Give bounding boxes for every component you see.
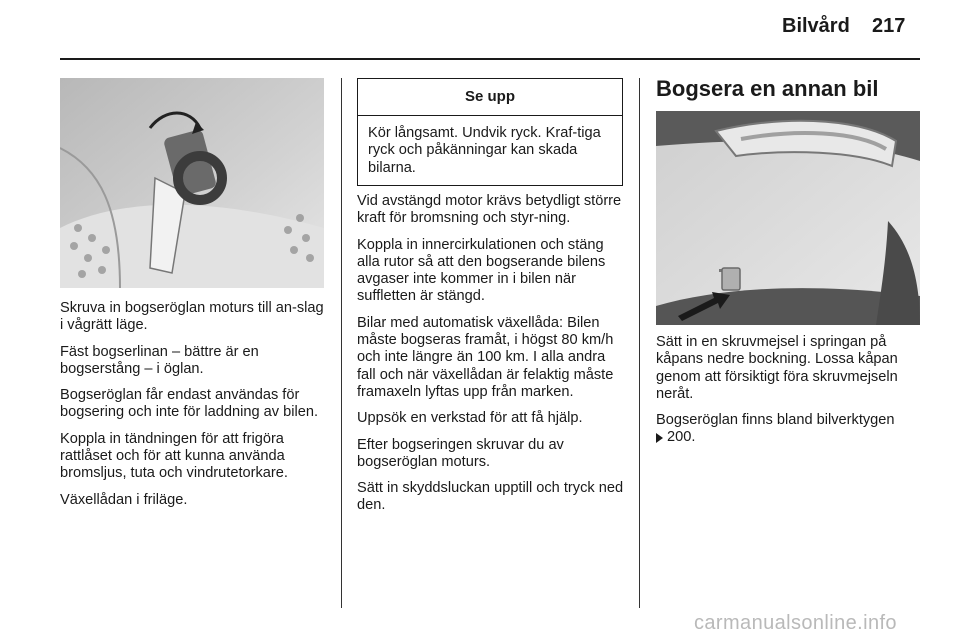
right-column — [656, 334, 922, 456]
paragraph: Bogseröglan får endast användas för bogsering och inte för laddning av bilen. — [60, 387, 318, 421]
warning-title: Se upp — [358, 79, 622, 116]
paragraph: Sätt in skyddsluckan upptill och tryck ned den. — [357, 480, 624, 514]
paragraph: Skruva in bogseröglan moturs till an-slag i vågrätt läge. — [60, 300, 324, 334]
page-header — [0, 0, 960, 60]
paragraph: Sätt in en skruvmejsel i springan på kåpans nedre bockning. Lossa kåpan genom att försiktigt föra skruvmejseln neråt. — [656, 334, 898, 402]
paragraph: Bilar med automatisk växellåda: Bilen måste bogseras framåt, i högst 80 km/h och inte längre än 100 km. I alla andra fall och när växellådan är felaktig måste framaxeln lyftas upp från marken. — [357, 314, 614, 400]
column-divider-right — [639, 78, 640, 608]
paragraph: Uppsök en verkstad för att få hjälp. — [357, 410, 583, 427]
section-title: Bilvård — [782, 15, 850, 37]
middle-column — [357, 193, 624, 524]
warning-body: Kör långsamt. Undvik ryck. Kraf-tiga ryck och påkänningar kan skada bilarna. — [368, 125, 601, 176]
paragraph: Koppla in innercirkulationen och stäng alla rutor så att den bogserande bilens avgaser inte kommer in i bilen när suffletten är stängd. — [357, 236, 606, 305]
page-reference-link[interactable]: 200. — [667, 429, 696, 446]
paragraph: Växellådan i friläge. — [60, 491, 188, 508]
paragraph: Koppla in tändningen för att frigöra rattlåset och för att kunna använda bromsljus, tuta och vindrutetorkare. — [60, 430, 288, 482]
watermark: carmanualsonline.info — [694, 612, 897, 634]
left-column — [60, 300, 325, 518]
page-reference-icon — [656, 433, 663, 443]
header-divider — [60, 58, 920, 60]
paragraph: Efter bogseringen skruvar du av bogseröglan moturs. — [357, 436, 564, 470]
paragraph: Fäst bogserlinan – bättre är en bogserstång – i öglan. — [60, 343, 259, 377]
paragraph — [656, 412, 922, 447]
tow-eye-illustration — [60, 78, 324, 288]
paragraph-text: Bogseröglan finns bland bilverktygen — [656, 412, 895, 429]
paragraph: Vid avstängd motor krävs betydligt större kraft för bromsning och styr-ning. — [357, 193, 622, 227]
page-number: 217 — [872, 15, 906, 37]
warning-box — [357, 78, 623, 186]
section-heading: Bogsera en annan bil — [656, 76, 879, 101]
bumper-cover-illustration — [656, 111, 920, 325]
column-divider-left — [341, 78, 342, 608]
